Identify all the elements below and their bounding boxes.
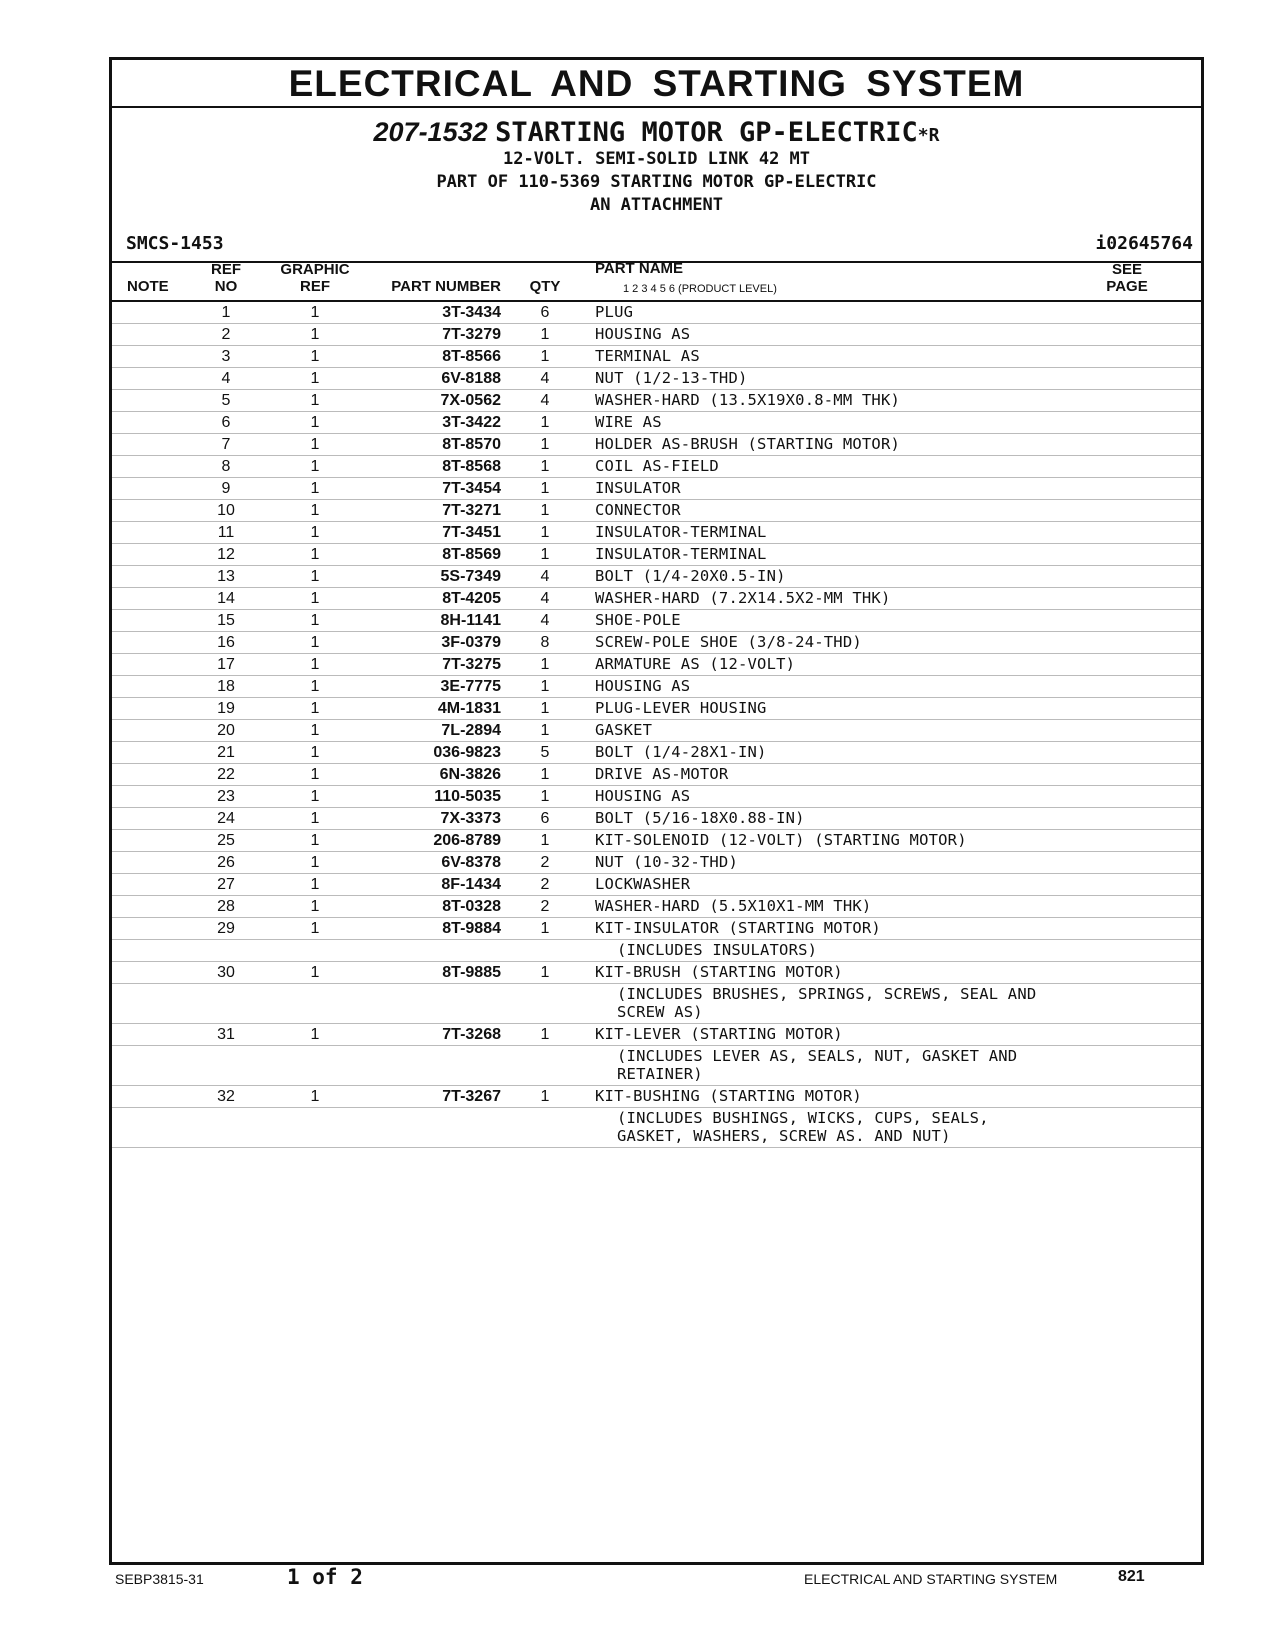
ref-number: 3 [221, 348, 231, 365]
part-number: 3F-0379 [441, 634, 501, 651]
col-product-level: 1 2 3 4 5 6 (PRODUCT LEVEL) [623, 283, 777, 295]
graphic-ref: 1 [310, 854, 320, 871]
quantity: 1 [540, 1026, 550, 1043]
graphic-ref: 1 [310, 766, 320, 783]
part-number: 7T-3279 [442, 326, 501, 343]
part-number: 8T-0328 [442, 898, 501, 915]
part-number: 7T-3451 [442, 524, 501, 541]
part-note: (INCLUDES LEVER AS, SEALS, NUT, GASKET AND RETAINER) [617, 1047, 1018, 1083]
quantity: 2 [540, 876, 550, 893]
part-number: 7T-3268 [442, 1026, 501, 1043]
group-suffix: *R [917, 125, 940, 146]
ref-number: 29 [217, 920, 235, 937]
section-title: ELECTRICAL AND STARTING SYSTEM [288, 63, 1025, 104]
part-number: 7X-3373 [440, 810, 501, 827]
part-number: 7T-3271 [442, 502, 501, 519]
table-row [112, 302, 1201, 324]
quantity: 1 [540, 832, 550, 849]
part-name: SHOE-POLE [595, 611, 681, 629]
footer-section: ELECTRICAL AND STARTING SYSTEM [804, 1571, 1058, 1587]
part-name: BOLT (5/16-18X0.88-IN) [595, 809, 805, 827]
document-id: i02645764 [1095, 233, 1193, 254]
part-name: PLUG [595, 303, 634, 321]
table-row [112, 588, 1201, 610]
ref-number: 24 [217, 810, 235, 827]
graphic-ref: 1 [310, 326, 320, 343]
part-name: INSULATOR-TERMINAL [595, 545, 767, 563]
ref-number: 26 [217, 854, 235, 871]
graphic-ref: 1 [310, 744, 320, 761]
quantity: 1 [540, 920, 550, 937]
ref-number: 16 [217, 634, 235, 651]
part-number: 8H-1141 [440, 612, 501, 629]
part-name: PLUG-LEVER HOUSING [595, 699, 767, 717]
part-name: HOLDER AS-BRUSH (STARTING MOTOR) [595, 435, 901, 453]
table-row [112, 720, 1201, 742]
part-name: HOUSING AS [595, 677, 691, 695]
part-name: BOLT (1/4-20X0.5-IN) [595, 567, 786, 585]
part-note: (INCLUDES BUSHINGS, WICKS, CUPS, SEALS, GASKET, WASHERS, SCREW AS. AND NUT) [617, 1109, 989, 1145]
part-number: 6V-8188 [441, 370, 501, 387]
part-number: 8T-8566 [442, 348, 501, 365]
part-number: 8T-9885 [442, 964, 501, 981]
quantity: 2 [540, 898, 550, 915]
graphic-ref: 1 [310, 370, 320, 387]
table-row [112, 852, 1201, 874]
table-row [112, 456, 1201, 478]
group-heading [112, 116, 1201, 152]
table-row [112, 368, 1201, 390]
part-number: 3T-3434 [442, 304, 501, 321]
part-name: WASHER-HARD (13.5X19X0.8-MM THK) [595, 391, 901, 409]
footer-page-number: 821 [1118, 1568, 1145, 1585]
table-row [112, 1024, 1201, 1046]
graphic-ref: 1 [310, 832, 320, 849]
quantity: 1 [540, 766, 550, 783]
ref-number: 31 [217, 1026, 235, 1043]
quantity: 6 [540, 304, 550, 321]
part-name: NUT (10-32-THD) [595, 853, 738, 871]
part-name: KIT-SOLENOID (12-VOLT) (STARTING MOTOR) [595, 831, 967, 849]
group-part-number: 207-1532 [373, 117, 488, 147]
ref-number: 21 [217, 744, 235, 761]
ref-number: 4 [221, 370, 231, 387]
graphic-ref: 1 [310, 590, 320, 607]
graphic-ref: 1 [310, 634, 320, 651]
graphic-ref: 1 [310, 568, 320, 585]
quantity: 1 [540, 546, 550, 563]
graphic-ref: 1 [310, 1026, 320, 1043]
ref-number: 12 [217, 546, 235, 563]
table-row [112, 742, 1201, 764]
table-row [112, 786, 1201, 808]
ref-number: 27 [217, 876, 235, 893]
graphic-ref: 1 [310, 898, 320, 915]
part-number: 8T-4205 [442, 590, 501, 607]
part-name: DRIVE AS-MOTOR [595, 765, 729, 783]
quantity: 1 [540, 1088, 550, 1105]
part-name: KIT-LEVER (STARTING MOTOR) [595, 1025, 843, 1043]
part-name: BOLT (1/4-28X1-IN) [595, 743, 767, 761]
col-part-number: PART NUMBER [391, 278, 501, 295]
quantity: 4 [540, 568, 550, 585]
col-part-name: PART NAME [595, 260, 684, 277]
quantity: 6 [540, 810, 550, 827]
part-number: 5S-7349 [440, 568, 501, 585]
part-number: 206-8789 [433, 832, 501, 849]
graphic-ref: 1 [310, 656, 320, 673]
ref-number: 20 [217, 722, 235, 739]
part-number: 7T-3267 [442, 1088, 501, 1105]
quantity: 1 [540, 656, 550, 673]
part-name: NUT (1/2-13-THD) [595, 369, 748, 387]
ref-number: 14 [217, 590, 235, 607]
quantity: 1 [540, 326, 550, 343]
part-name: KIT-BRUSH (STARTING MOTOR) [595, 963, 843, 981]
ref-number: 17 [217, 656, 235, 673]
quantity: 1 [540, 788, 550, 805]
quantity: 1 [540, 964, 550, 981]
graphic-ref: 1 [310, 502, 320, 519]
graphic-ref: 1 [310, 524, 320, 541]
quantity: 1 [540, 700, 550, 717]
ref-number: 5 [221, 392, 231, 409]
graphic-ref: 1 [310, 722, 320, 739]
table-row [112, 698, 1201, 720]
ref-number: 13 [217, 568, 235, 585]
graphic-ref: 1 [310, 304, 320, 321]
table-row [112, 962, 1201, 984]
graphic-ref: 1 [310, 546, 320, 563]
part-name: WASHER-HARD (7.2X14.5X2-MM THK) [595, 589, 891, 607]
part-number: 6N-3826 [439, 766, 501, 783]
table-row [112, 918, 1201, 940]
table-row [112, 830, 1201, 852]
graphic-ref: 1 [310, 480, 320, 497]
quantity: 4 [540, 590, 550, 607]
quantity: 1 [540, 502, 550, 519]
part-note: (INCLUDES INSULATORS) [617, 941, 818, 959]
graphic-ref: 1 [310, 700, 320, 717]
table-row [112, 412, 1201, 434]
part-number: 6V-8378 [441, 854, 501, 871]
quantity: 1 [540, 524, 550, 541]
quantity: 1 [540, 414, 550, 431]
quantity: 5 [540, 744, 550, 761]
ref-number: 15 [217, 612, 235, 629]
part-name: CONNECTOR [595, 501, 681, 519]
part-name: TERMINAL AS [595, 347, 700, 365]
part-name: INSULATOR [595, 479, 681, 497]
ref-number: 25 [217, 832, 235, 849]
graphic-ref: 1 [310, 920, 320, 937]
ref-number: 9 [221, 480, 231, 497]
table-row [112, 632, 1201, 654]
table-row [112, 940, 1201, 962]
part-number: 110-5035 [434, 788, 501, 805]
ref-number: 19 [217, 700, 235, 717]
table-row [112, 522, 1201, 544]
table-row [112, 896, 1201, 918]
quantity: 4 [540, 392, 550, 409]
table-row [112, 984, 1201, 1024]
part-number: 3T-3422 [442, 414, 501, 431]
table-row [112, 676, 1201, 698]
ref-number: 8 [221, 458, 231, 475]
col-qty: QTY [529, 278, 561, 295]
page-frame [109, 57, 1204, 1565]
quantity: 4 [540, 370, 550, 387]
quantity: 8 [540, 634, 550, 651]
part-name: LOCKWASHER [595, 875, 691, 893]
quantity: 2 [540, 854, 550, 871]
ref-number: 28 [217, 898, 235, 915]
group-desc-line1: 12-VOLT. SEMI-SOLID LINK 42 MT [502, 149, 811, 169]
table-row [112, 874, 1201, 896]
part-name: WIRE AS [595, 413, 662, 431]
part-name: ARMATURE AS (12-VOLT) [595, 655, 796, 673]
graphic-ref: 1 [310, 1088, 320, 1105]
group-desc-line2: PART OF 110-5369 STARTING MOTOR GP-ELECTRIC [436, 172, 877, 192]
part-name: HOUSING AS [595, 787, 691, 805]
table-row [112, 1108, 1201, 1148]
part-note: (INCLUDES BRUSHES, SPRINGS, SCREWS, SEAL AND SCREW AS) [617, 985, 1037, 1021]
ref-number: 32 [217, 1088, 235, 1105]
part-number: 8T-8569 [442, 546, 501, 563]
table-row [112, 500, 1201, 522]
graphic-ref: 1 [310, 964, 320, 981]
ref-number: 11 [217, 524, 235, 541]
ref-number: 6 [221, 414, 231, 431]
col-ref-top: REF [211, 261, 241, 278]
graphic-ref: 1 [310, 348, 320, 365]
graphic-ref: 1 [310, 678, 320, 695]
graphic-ref: 1 [310, 436, 320, 453]
table-row [112, 566, 1201, 588]
part-name: GASKET [595, 721, 653, 739]
ref-number: 22 [217, 766, 235, 783]
part-name: WASHER-HARD (5.5X10X1-MM THK) [595, 897, 872, 915]
graphic-ref: 1 [310, 392, 320, 409]
ref-number: 1 [221, 304, 231, 321]
col-see-top: SEE [1111, 261, 1142, 278]
table-row [112, 654, 1201, 676]
part-number: 8T-9884 [442, 920, 501, 937]
table-row [112, 478, 1201, 500]
graphic-ref: 1 [310, 788, 320, 805]
part-number: 7T-3275 [442, 656, 501, 673]
quantity: 1 [540, 480, 550, 497]
ref-number: 23 [217, 788, 235, 805]
table-row [112, 390, 1201, 412]
col-graphic-top: GRAPHIC [280, 261, 350, 278]
smcs-code: SMCS-1453 [126, 233, 224, 254]
col-see-bottom: PAGE [1106, 278, 1148, 295]
col-ref-bottom: NO [214, 278, 238, 295]
part-name: SCREW-POLE SHOE (3/8-24-THD) [595, 633, 862, 651]
part-name: HOUSING AS [595, 325, 691, 343]
table-row [112, 346, 1201, 368]
quantity: 1 [540, 436, 550, 453]
parts-table [112, 302, 1201, 1148]
graphic-ref: 1 [310, 612, 320, 629]
part-number: 036-9823 [433, 744, 501, 761]
ref-number: 2 [221, 326, 231, 343]
quantity: 1 [540, 458, 550, 475]
graphic-ref: 1 [310, 876, 320, 893]
quantity: 4 [540, 612, 550, 629]
ref-number: 10 [217, 502, 235, 519]
table-row [112, 764, 1201, 786]
part-number: 3E-7775 [440, 678, 501, 695]
table-row [112, 434, 1201, 456]
part-name: INSULATOR-TERMINAL [595, 523, 767, 541]
part-number: 8T-8568 [442, 458, 501, 475]
part-number: 7T-3454 [442, 480, 501, 497]
part-name: COIL AS-FIELD [595, 457, 719, 475]
title-divider [112, 106, 1201, 108]
group-desc-line3: AN ATTACHMENT [589, 195, 724, 215]
quantity: 1 [540, 348, 550, 365]
graphic-ref: 1 [310, 810, 320, 827]
footer-doc-code: SEBP3815-31 [115, 1571, 204, 1587]
group-name: STARTING MOTOR GP-ELECTRIC [495, 117, 918, 148]
table-row [112, 324, 1201, 346]
table-row [112, 610, 1201, 632]
quantity: 1 [540, 678, 550, 695]
part-number: 7X-0562 [440, 392, 501, 409]
ref-number: 30 [217, 964, 235, 981]
footer-page-of: 1 of 2 [287, 1565, 363, 1589]
part-name: KIT-INSULATOR (STARTING MOTOR) [595, 919, 881, 937]
graphic-ref: 1 [310, 458, 320, 475]
ref-number: 18 [217, 678, 235, 695]
col-note: NOTE [127, 278, 169, 295]
col-graphic-bottom: REF [300, 278, 330, 295]
table-row [112, 808, 1201, 830]
part-number: 8T-8570 [442, 436, 501, 453]
table-row [112, 1046, 1201, 1086]
table-row [112, 1086, 1201, 1108]
quantity: 1 [540, 722, 550, 739]
part-number: 8F-1434 [441, 876, 501, 893]
ref-number: 7 [221, 436, 231, 453]
table-row [112, 544, 1201, 566]
part-number: 7L-2894 [441, 722, 501, 739]
part-number: 4M-1831 [437, 700, 501, 717]
part-name: KIT-BUSHING (STARTING MOTOR) [595, 1087, 862, 1105]
graphic-ref: 1 [310, 414, 320, 431]
